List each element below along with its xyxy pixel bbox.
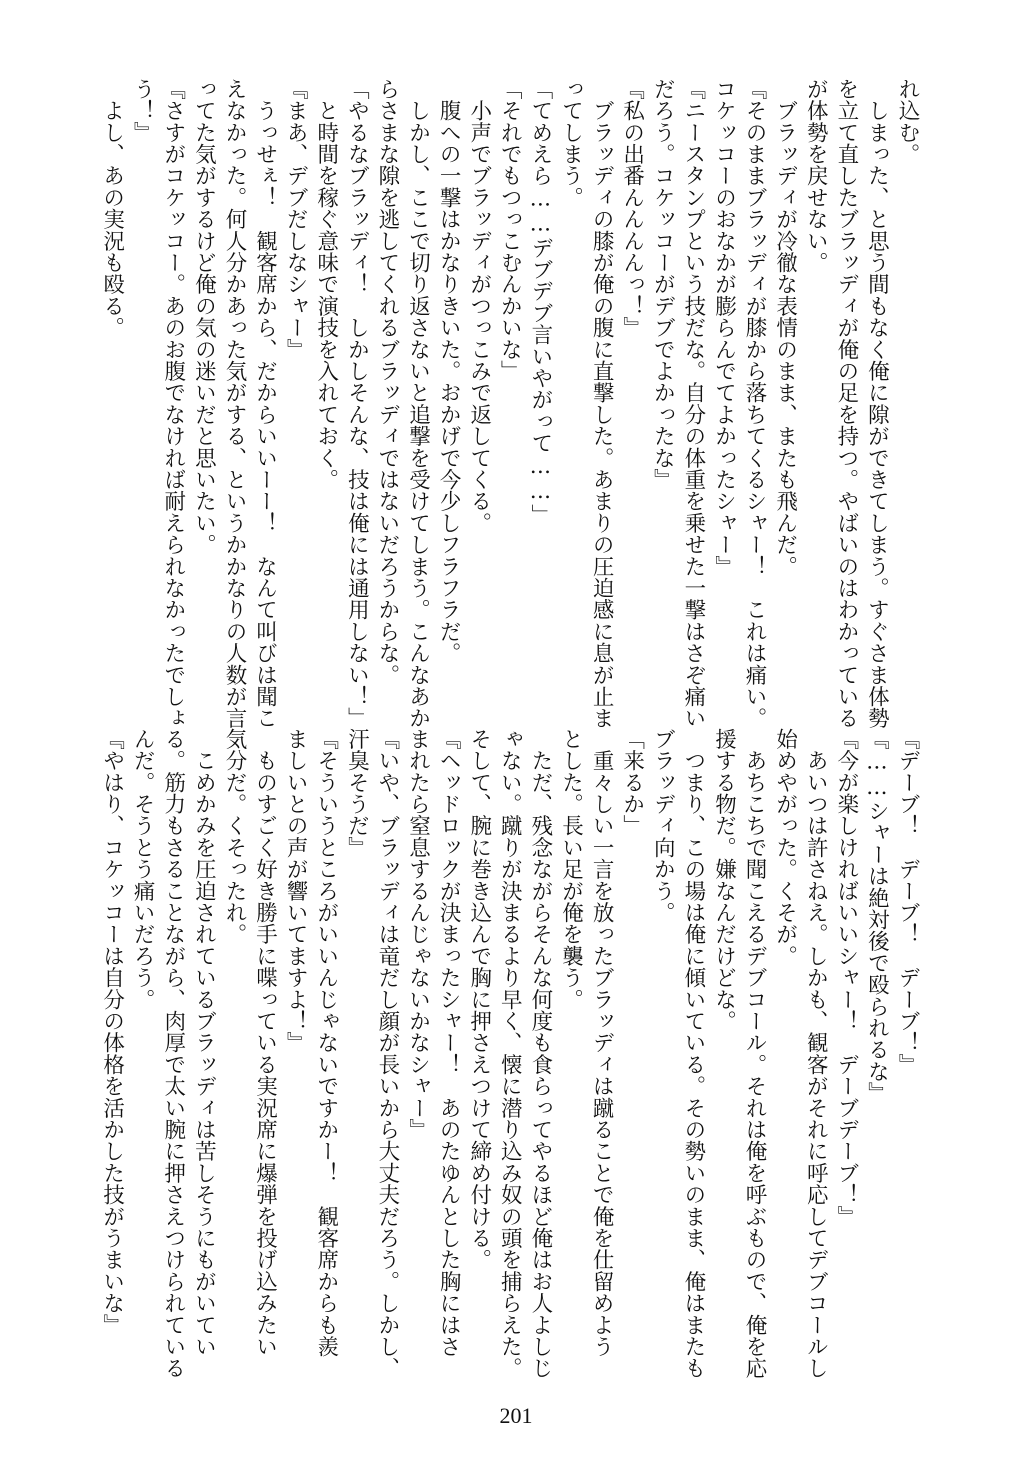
text-line: 『いや、ブラッディは竜だし顔が長いから大丈夫だろう。しかし、 [374, 728, 400, 1379]
text-line: 始めやがった。くそが。 [772, 728, 798, 967]
text-line: らさまな隙を逃してくれるブラッディではないだろうからな。 [374, 78, 400, 686]
text-line: とした。長い足が俺を襲う。 [558, 728, 584, 1011]
text-line: 「来るか」 [619, 728, 645, 837]
bottom-text-column-block [99, 728, 922, 1380]
text-line: あいつは許さねえ。しかも、観客がそれに呼応してデブコールし [803, 728, 829, 1379]
text-line: 『ニースタンプという技だな。自分の体重を乗せた一撃はさぞ痛い [680, 78, 706, 729]
text-line: 『……シャーは絶対後で殴られるな』 [864, 728, 890, 1104]
text-line: コケッコーのおなかが膨らんでてよかったシャー』 [711, 78, 737, 578]
text-line: ってしまう。 [558, 78, 584, 209]
text-line: る。筋力もさることながら、肉厚で太い腕に押さえつけられている [160, 728, 186, 1379]
text-line: んだ。そうとう痛いだろう。 [130, 728, 156, 1011]
text-line: 『そういうところがいいんじゃないですかー！ 観客席からも羨 [313, 728, 339, 1358]
text-line: と時間を稼ぐ意味で演技を入れておく。 [313, 78, 339, 491]
text-line: 『ヘッドロックが決まったシャー！ あのたゆんとした胸にはさ [436, 728, 462, 1358]
text-line: ブラッディ向かう。 [650, 728, 676, 924]
text-line: 『まあ、デブだしなシャー』 [283, 78, 309, 361]
text-line: ただ、残念ながらそんな何度も食らってやるほど俺はお人よしじ [527, 728, 553, 1379]
text-line: 気分だ。くそったれ。 [221, 728, 247, 945]
text-line: う！』 [130, 78, 156, 144]
text-line: 「てめえら……デブデブ言いやがって……」 [527, 78, 553, 526]
text-line: が体勢を戻せない。 [803, 78, 829, 274]
top-text-column-block [99, 78, 922, 729]
text-line: 「それでもつっこむんかいな」 [497, 78, 523, 382]
page-number: 201 [499, 1403, 533, 1428]
text-line: れ込む。 [895, 78, 920, 165]
text-line: そして、腕に巻き込んで胸に押さえつけて締め付ける。 [466, 728, 492, 1271]
text-line: ブラッディの膝が俺の腹に直撃した。あまりの圧迫感に息が止ま [589, 78, 615, 729]
text-line: 腹への一撃はかなりきいた。おかげで今少しフラフラだ。 [436, 78, 462, 664]
text-line: 『デーブ！ デーブ！ デーブ！』 [895, 728, 920, 1076]
text-line: 『やはり、コケッコーは自分の体格を活かした技がうまいな』 [99, 728, 125, 1336]
text-line: 小声でブラッディがつっこみで返してくる。 [466, 78, 492, 534]
text-line: ものすごく好き勝手に喋っている実況席に爆弾を投げ込みたい [252, 728, 278, 1358]
text-line: 『そのままブラッディが膝から落ちてくるシャー！ これは痛い。 [742, 78, 768, 729]
text-line: 「やるなブラッディ！ しかしそんな、技は俺には通用しない！」 [344, 78, 370, 729]
text-line: ってた気がするけど俺の気の迷いだと思いたい。 [191, 78, 217, 556]
text-line: あちこちで聞こえるデブコール。それは俺を呼ぶもので、俺を応 [742, 728, 768, 1379]
text-line: えなかった。何人分かあった気がする、というかかなりの人数が言 [221, 78, 247, 729]
text-line: 重々しい一言を放ったブラッディは蹴ることで俺を仕留めよう [589, 728, 615, 1358]
text-line: よし、あの実況も殴る。 [99, 78, 125, 339]
text-line: ブラッディが冷徹な表情のまま、またも飛んだ。 [772, 78, 798, 578]
text-line: 『さすがコケッコー。あのお腹でなければ耐えられなかったでしょ [160, 78, 186, 729]
text-line: を立て直したブラッディが俺の足を持つ。やばいのはわかっている [833, 78, 859, 729]
text-line: 汗臭そうだ』 [344, 728, 370, 859]
text-line: うっせぇ！ 観客席から、だからいいーー！ なんて叫びは聞こ [252, 78, 278, 729]
text-line: しまった、と思う間もなく俺に隙ができてしまう。すぐさま体勢 [864, 78, 890, 729]
text-line: まれたら窒息するんじゃないかなシャー』 [405, 728, 431, 1141]
text-line: こめかみを圧迫されているブラッディは苦しそうにもがいてい [191, 728, 217, 1358]
text-line: 『今が楽しければいいシャー！ デーブデーブ！』 [833, 728, 859, 1228]
text-line: しかし、ここで切り返さないと追撃を受けてしまう。こんなあか [405, 78, 431, 729]
text-line: ゃない。蹴りが決まるより早く、懐に潜り込み奴の頭を捕らえた。 [497, 728, 523, 1380]
text-line: つまり、この場は俺に傾いている。その勢いのまま、俺はまたも [680, 728, 706, 1379]
text-line: ましいとの声が響いてますよ！』 [283, 728, 309, 1054]
text-line: 『私の出番んんんんっ！』 [619, 78, 645, 339]
text-line: だろう。コケッコーがデブでよかったな』 [650, 78, 676, 491]
text-line: 援する物だ。嫌なんだけどな。 [711, 728, 737, 1032]
